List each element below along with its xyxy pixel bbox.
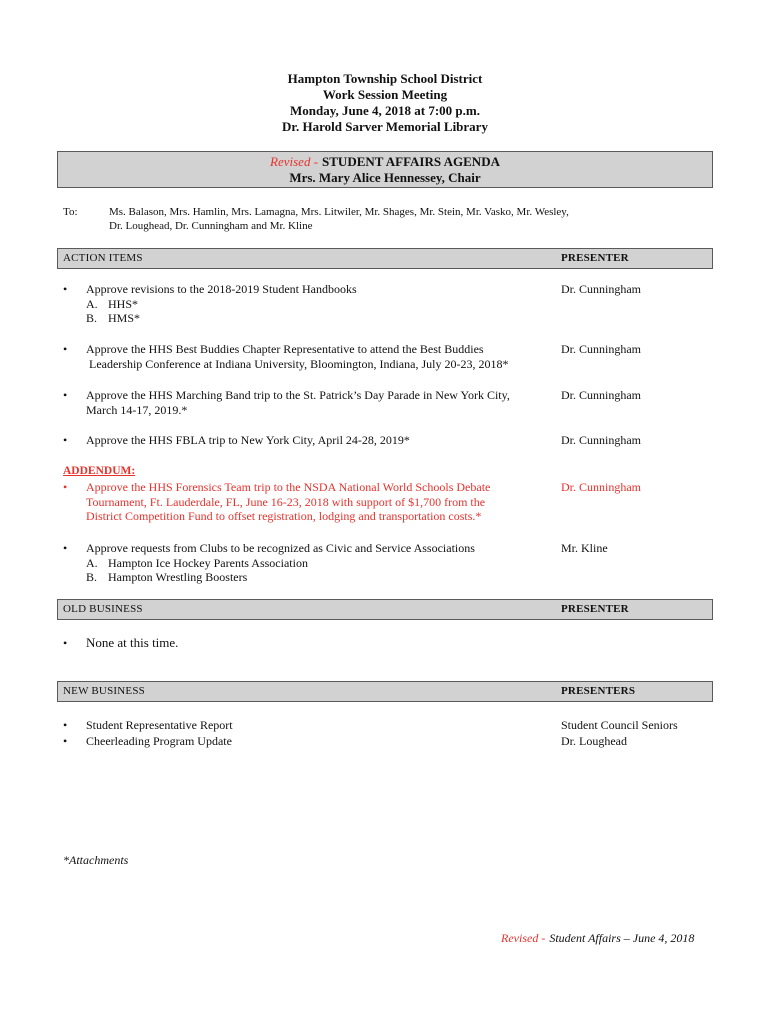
sub-item <box>86 311 357 326</box>
bullet-icon: • <box>63 636 68 650</box>
bullet-icon: • <box>63 541 68 555</box>
agenda-title-box <box>57 151 713 188</box>
agenda-item-text <box>86 718 233 733</box>
meeting-location: Dr. Harold Sarver Memorial Library <box>282 119 488 134</box>
presenter-name: Dr. Loughead <box>561 734 627 748</box>
agenda-item <box>0 433 770 448</box>
item-line: March 14-17, 2019.* <box>86 402 188 417</box>
item-line: None at this time. <box>86 635 179 650</box>
agenda-item <box>0 342 770 371</box>
item-line: Approve the HHS Forensics Team trip to the NSDA National World Schools Debate <box>86 480 491 494</box>
page-footer <box>501 931 694 945</box>
revised-label: Revised - <box>270 154 319 169</box>
presenter-name: Mr. Kline <box>561 541 608 555</box>
addendum-label: ADDENDUM: <box>63 465 136 477</box>
action-items-heading: ACTION ITEMS <box>63 252 143 264</box>
presenter-name: Dr. Cunningham <box>561 480 641 494</box>
committee-chair: Mrs. Mary Alice Hennessey, Chair <box>289 170 481 185</box>
footer-text: Student Affairs – June 4, 2018 <box>549 931 695 945</box>
recipient-list <box>109 205 569 233</box>
bullet-icon: • <box>63 734 68 748</box>
bullet-icon: • <box>63 433 68 447</box>
item-line: Approve the HHS FBLA trip to New York City, April 24-28, 2019* <box>86 433 410 447</box>
action-items-header-bar <box>57 248 713 269</box>
district-name: Hampton Township School District <box>287 71 483 86</box>
presenter-name: Dr. Cunningham <box>561 388 641 402</box>
agenda-title-line <box>58 154 712 170</box>
bullet-icon: • <box>63 480 68 494</box>
item-line: Approve the HHS Marching Band trip to the St. Patrick’s Day Parade in New York City, <box>86 388 510 402</box>
sub-item-marker: B. <box>86 570 98 584</box>
item-line: Approve revisions to the 2018-2019 Student Handbooks <box>86 282 357 296</box>
sub-item-text: HHS* <box>108 296 139 311</box>
new-business-heading: NEW BUSINESS <box>63 685 145 697</box>
new-business-header-bar <box>57 681 713 702</box>
presenter-name: Dr. Cunningham <box>561 433 641 447</box>
old-business-heading: OLD BUSINESS <box>63 603 143 615</box>
old-business-header-bar <box>57 599 713 620</box>
sub-item-marker: A. <box>86 555 98 570</box>
bullet-icon: • <box>63 388 68 402</box>
item-line: Student Representative Report <box>86 718 233 732</box>
presenter-heading: PRESENTER <box>561 603 629 615</box>
footer-revised-label: Revised - <box>501 931 546 945</box>
meeting-datetime: Monday, June 4, 2018 at 7:00 p.m. <box>290 103 480 118</box>
presenter-name: Dr. Cunningham <box>561 282 641 296</box>
to-label: To: <box>63 206 78 218</box>
attachments-note: *Attachments <box>63 853 129 867</box>
presenter-heading: PRESENTER <box>561 252 629 264</box>
agenda-item <box>0 734 770 749</box>
agenda-item-text <box>86 541 475 585</box>
agenda-item <box>0 636 770 651</box>
agenda-item-text <box>86 433 410 448</box>
agenda-item-text <box>86 388 510 417</box>
sub-item-marker: A. <box>86 296 98 311</box>
bullet-icon: • <box>63 342 68 356</box>
agenda-item-text <box>86 282 357 326</box>
agenda-title: STUDENT AFFAIRS AGENDA <box>322 154 500 169</box>
item-line: Approve requests from Clubs to be recognized as Civic and Service Associations <box>86 541 475 555</box>
bullet-icon: • <box>63 282 68 296</box>
sub-item <box>86 556 475 571</box>
presenter-name: Dr. Cunningham <box>561 342 641 356</box>
agenda-item <box>0 718 770 733</box>
agenda-item-text <box>86 636 178 651</box>
item-line: Approve the HHS Best Buddies Chapter Representative to attend the Best Buddies <box>86 342 484 356</box>
presenter-name: Student Council Seniors <box>561 718 678 732</box>
item-line: Leadership Conference at Indiana University, Bloomington, Indiana, July 20-23, 2018* <box>89 356 509 371</box>
recipient-line: Ms. Balason, Mrs. Hamlin, Mrs. Lamagna, Mrs. Litwiler, Mr. Shages, Mr. Stein, Mr. Vasko, Mr. Wesley, <box>109 206 569 218</box>
meeting-type: Work Session Meeting <box>322 87 448 102</box>
agenda-item <box>0 541 770 584</box>
presenters-heading: PRESENTERS <box>561 685 636 697</box>
sub-item-text: Hampton Ice Hockey Parents Association <box>108 555 308 570</box>
agenda-item-text <box>86 480 490 524</box>
addendum-item <box>0 480 770 523</box>
item-line: Tournament, Ft. Lauderdale, FL, June 16-23, 2018 with support of $1,700 from the <box>86 494 486 509</box>
sub-item-text: Hampton Wrestling Boosters <box>108 570 248 584</box>
agenda-item-text <box>86 342 508 371</box>
recipient-line: Dr. Loughead, Dr. Cunningham and Mr. Kline <box>109 220 313 232</box>
item-line: Cheerleading Program Update <box>86 734 232 748</box>
bullet-icon: • <box>63 718 68 732</box>
agenda-item <box>0 388 770 417</box>
sub-item-marker: B. <box>86 311 98 325</box>
agenda-item-text <box>86 734 232 749</box>
item-line: District Competition Fund to offset registration, lodging and transportation costs.* <box>86 509 482 523</box>
sub-item <box>86 297 357 312</box>
sub-item-text: HMS* <box>108 311 141 325</box>
sub-item <box>86 570 475 585</box>
agenda-item <box>0 282 770 325</box>
